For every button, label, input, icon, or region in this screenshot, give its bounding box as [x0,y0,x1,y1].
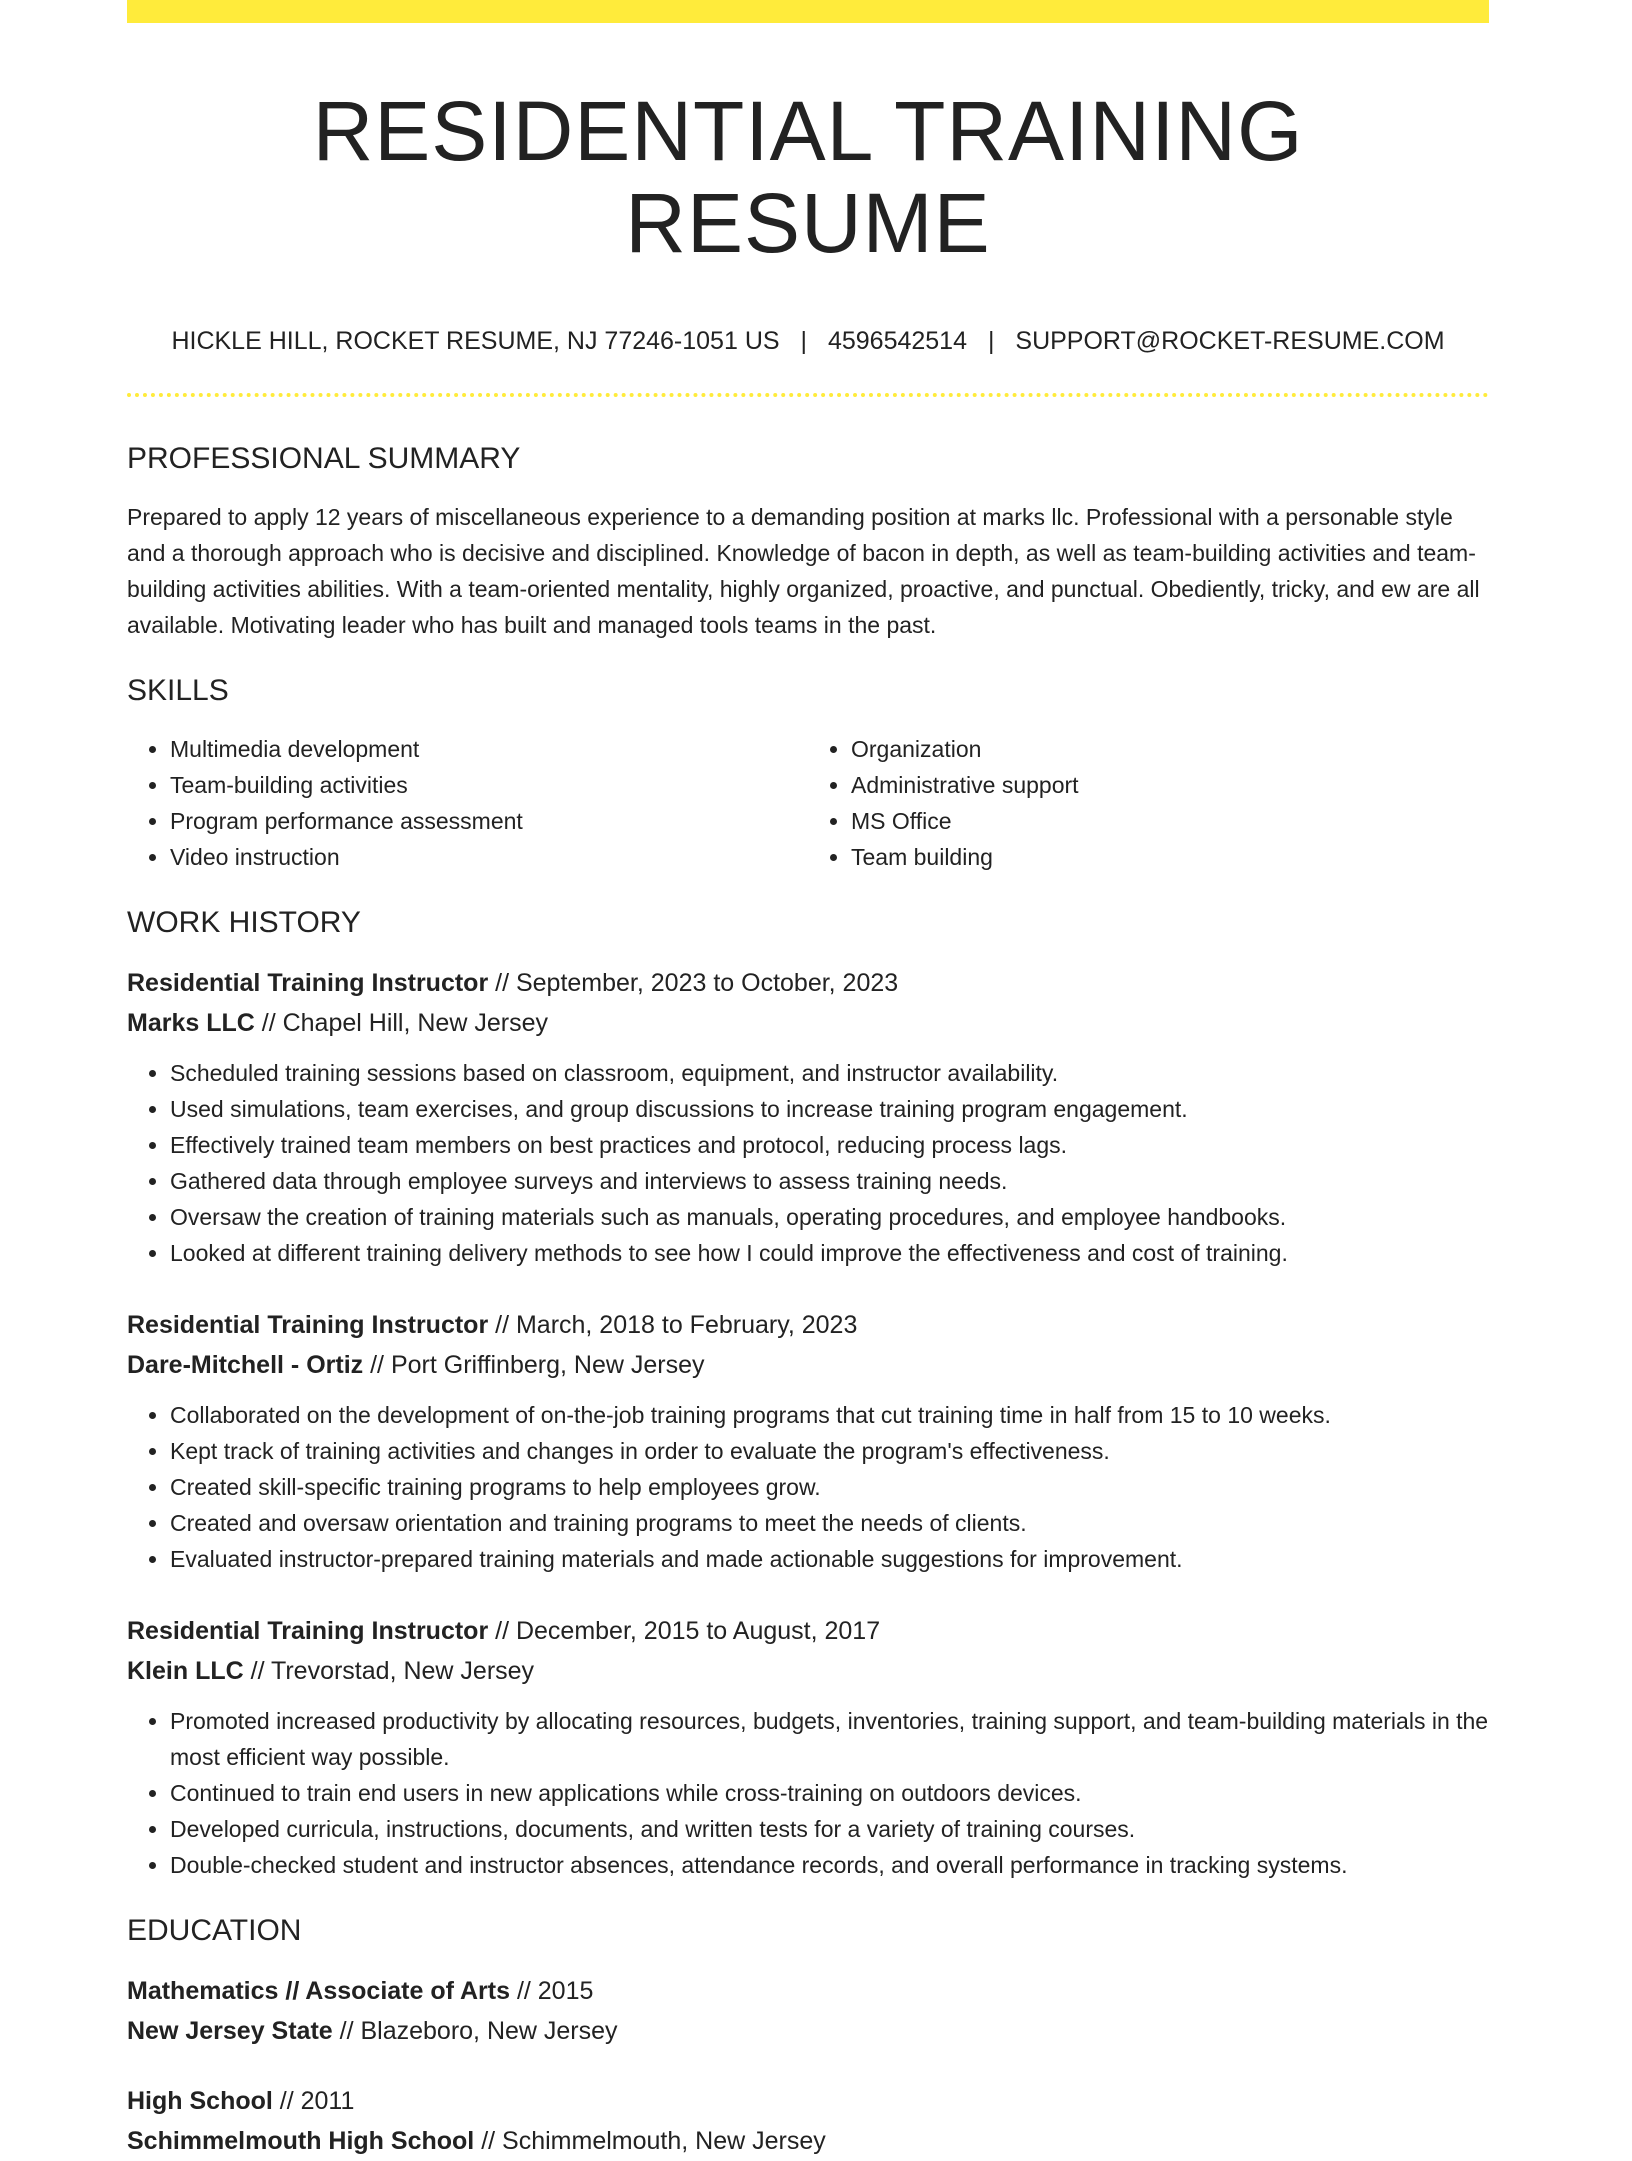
skill-item: • Program performance assessment [170,803,808,839]
skill-item: • Video instruction [170,839,808,875]
job-bullets [127,1703,1489,1883]
job-bullet: • Oversaw the creation of training materials such as manuals, operating procedures, and employee handbooks. [170,1199,1489,1235]
dotted-divider [127,393,1489,397]
job-dates: // September, 2023 to October, 2023 [495,968,899,997]
job-company-line [127,1651,1489,1691]
job-location: // Chapel Hill, New Jersey [261,1008,548,1037]
school-line [127,2121,1489,2161]
skill-item: • Team-building activities [170,767,808,803]
job-bullet: • Scheduled training sessions based on classroom, equipment, and instructor availability. [170,1055,1489,1091]
job-dates: // December, 2015 to August, 2017 [495,1616,881,1645]
job-bullet: • Promoted increased productivity by allocating resources, budgets, inventories, training support, and team-building materials in the most efficient way possible. [170,1703,1489,1775]
school-location: // Blazeboro, New Jersey [339,2016,618,2045]
education-entry [127,1971,1489,2051]
job-company: Dare-Mitchell - Ortiz [127,1350,364,1379]
job-bullet: • Used simulations, team exercises, and group discussions to increase training program engagement. [170,1091,1489,1127]
school-name: New Jersey State [127,2016,333,2045]
job-company: Klein LLC [127,1656,244,1685]
skills-heading: SKILLS [127,673,229,707]
job-company: Marks LLC [127,1008,255,1037]
graduation-year: // 2015 [516,1976,594,2005]
skill-item: • Administrative support [851,767,1489,803]
job-entry [127,1305,1489,1577]
job-entry [127,963,1489,1271]
job-bullet: • Collaborated on the development of on-the-job training programs that cut training time in half from 15 to 10 weeks. [170,1397,1489,1433]
summary-text: Prepared to apply 12 years of miscellaneous experience to a demanding position at marks llc. Professional with a personable style and a thorough approach who is decisive and disciplined. Knowledge of bacon in depth, as well as team-building activities and team-building activities abilities. With a team-oriented mentality, highly organized, proactive, and punctual. Obediently, tricky, and ew are all available. Motivating leader who has built and managed tools teams in the past. [127,503,1480,638]
skill-item: • MS Office [851,803,1489,839]
job-bullet: • Effectively trained team members on best practices and protocol, reducing process lags. [170,1127,1489,1163]
contact-separator: | [800,326,807,355]
job-company-line [127,1003,1489,1043]
contact-separator: | [987,326,995,355]
job-bullets [127,1055,1489,1271]
skill-item: • Multimedia development [170,731,808,767]
job-location: // Trevorstad, New Jersey [250,1656,535,1685]
degree-name: Mathematics // Associate of Arts [127,1976,510,2005]
contact-address: HICKLE HILL, ROCKET RESUME, NJ 77246-1051 US [171,326,780,355]
job-bullet: • Created skill-specific training programs to help employees grow. [170,1469,1489,1505]
degree-line [127,1971,1489,2011]
skills-column-right [808,731,1489,875]
resume-page [127,0,1489,2161]
contact-email: SUPPORT@ROCKET-RESUME.COM [1015,326,1445,355]
degree-line [127,2081,1489,2121]
degree-name: High School [127,2086,273,2115]
graduation-year: // 2011 [279,2086,355,2115]
job-title: Residential Training Instructor [127,1310,489,1339]
job-bullets [127,1397,1489,1577]
job-title: Residential Training Instructor [127,1616,489,1645]
job-title-line [127,1305,1489,1345]
job-bullet: • Double-checked student and instructor absences, attendance records, and overall performance in tracking systems. [170,1847,1489,1883]
education-heading: EDUCATION [127,1913,302,1947]
job-title: Residential Training Instructor [127,968,489,997]
school-line [127,2011,1489,2051]
contact-phone: 4596542514 [827,326,967,355]
job-entry [127,1611,1489,1883]
job-bullet: • Created and oversaw orientation and training programs to meet the needs of clients. [170,1505,1489,1541]
job-dates: // March, 2018 to February, 2023 [495,1310,858,1339]
contact-line [127,326,1489,356]
work-history-heading: WORK HISTORY [127,905,361,939]
skill-item: • Organization [851,731,1489,767]
job-bullet: • Developed curricula, instructions, documents, and written tests for a variety of training courses. [170,1811,1489,1847]
skill-item: • Team building [851,839,1489,875]
education-entry [127,2081,1489,2161]
job-bullet: • Looked at different training delivery methods to see how I could improve the effectiveness and cost of training. [170,1235,1489,1271]
skills-column-left [127,731,808,875]
school-name: Schimmelmouth High School [127,2126,475,2155]
skills-list [127,731,1489,875]
school-location: // Schimmelmouth, New Jersey [481,2126,826,2155]
summary-heading: PROFESSIONAL SUMMARY [127,441,521,475]
job-location: // Port Griffinberg, New Jersey [370,1350,705,1379]
job-bullet: • Continued to train end users in new applications while cross-training on outdoors devices. [170,1775,1489,1811]
job-bullet: • Evaluated instructor-prepared training materials and made actionable suggestions for improvement. [170,1541,1489,1577]
job-title-line [127,1611,1489,1651]
job-bullet: • Kept track of training activities and changes in order to evaluate the program's effectiveness. [170,1433,1489,1469]
accent-top-bar [127,0,1489,23]
job-bullet: • Gathered data through employee surveys and interviews to assess training needs. [170,1163,1489,1199]
resume-title: RESIDENTIAL TRAINING RESUME [312,84,1304,271]
job-company-line [127,1345,1489,1385]
job-title-line [127,963,1489,1003]
